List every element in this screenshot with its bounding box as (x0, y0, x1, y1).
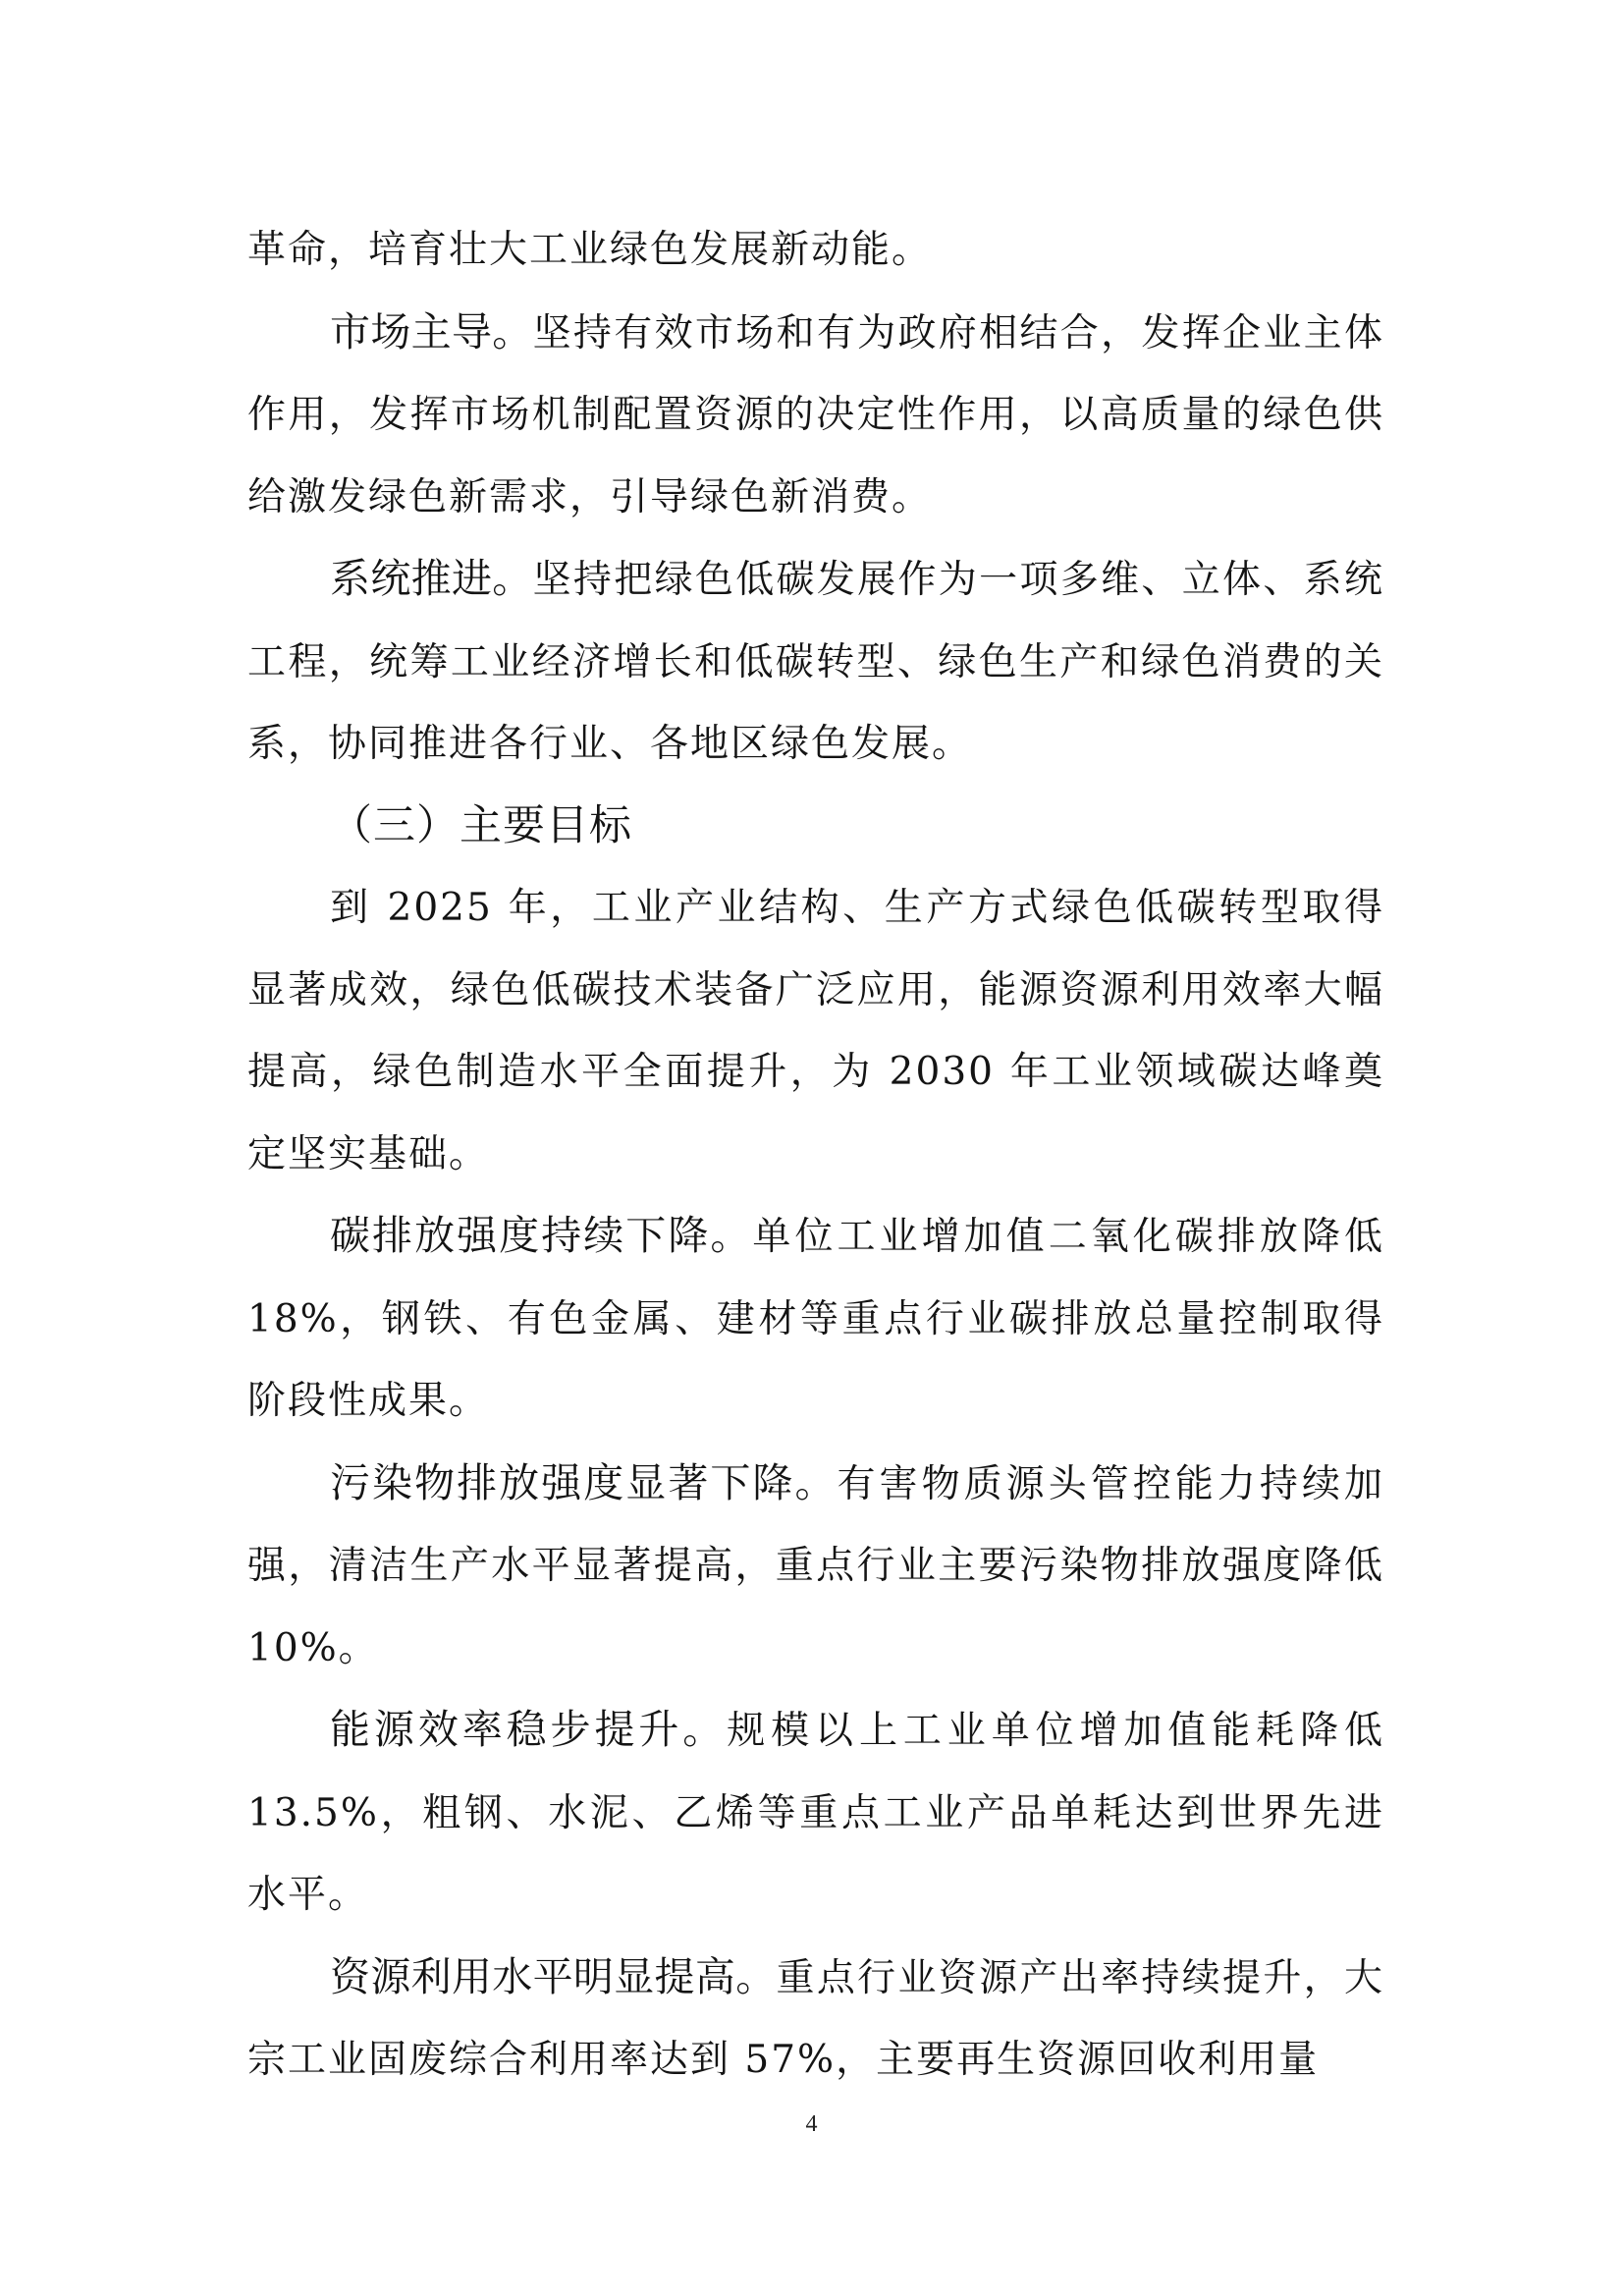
paragraph-text: 重点行业资源产出率持续提升，大宗工业固废综合利用率达到 57%，主要再生资源回收利用量 (247, 1955, 1384, 2082)
paragraph-text: 到 2025 年，工业产业结构、生产方式绿色低碳转型取得显著成效，绿色低碳技术装备广泛应用，能源资源利用效率大幅提高，绿色制造水平全面提升，为 2030 年工业领域碳达峰奠定坚实基础。 (247, 886, 1384, 1176)
paragraph-lead: 市场主导。 (330, 307, 533, 355)
paragraph-continuation (247, 209, 1384, 292)
paragraph-text: 革命，培育壮大工业绿色发展新动能。 (247, 228, 933, 272)
goal-pollutant-intensity (247, 1443, 1384, 1690)
paragraph-goals-intro (247, 867, 1384, 1195)
section-heading: （三）主要目标 (330, 800, 632, 850)
goal-energy-efficiency (247, 1689, 1384, 1937)
goal-resource-utilization (247, 1937, 1384, 2102)
paragraph-lead: 资源利用水平明显提高。 (330, 1952, 777, 2000)
paragraph-text: 规模以上工业单位增加值能耗降低 13.5%，粗钢、水泥、乙烯等重点工业产品单耗达到世界先进水平。 (247, 1709, 1384, 1917)
paragraph-lead: 污染物排放强度显著下降。 (330, 1458, 838, 1506)
paragraph-systematic (247, 538, 1384, 786)
paragraph-lead: 碳排放强度持续下降。 (330, 1212, 753, 1259)
paragraph-lead: 能源效率稳步提升。 (330, 1706, 728, 1753)
paragraph-text: 坚持有效市场和有为政府相结合，发挥企业主体作用，发挥市场机制配置资源的决定性作用，以高质量的绿色供给激发绿色新需求，引导绿色新消费。 (247, 310, 1384, 519)
paragraph-text: 坚持把绿色低碳发展作为一项多维、立体、系统工程，统筹工业经济增长和低碳转型、绿色生产和绿色消费的关系，协同推进各行业、各地区绿色发展。 (247, 558, 1384, 766)
body-text (247, 209, 1384, 2102)
goal-carbon-intensity (247, 1195, 1384, 1443)
page-number: 4 (805, 2111, 818, 2137)
paragraph-market-led (247, 292, 1384, 539)
paragraph-lead: 系统推进。 (330, 555, 533, 602)
paragraph-text: 单位工业增加值二氧化碳排放降低 18%，钢铁、有色金属、建材等重点行业碳排放总量控制取得阶段性成果。 (247, 1215, 1384, 1423)
paragraph-text: 有害物质源头管控能力持续加强，清洁生产水平显著提高，重点行业主要污染物排放强度降低 10%。 (247, 1461, 1384, 1670)
